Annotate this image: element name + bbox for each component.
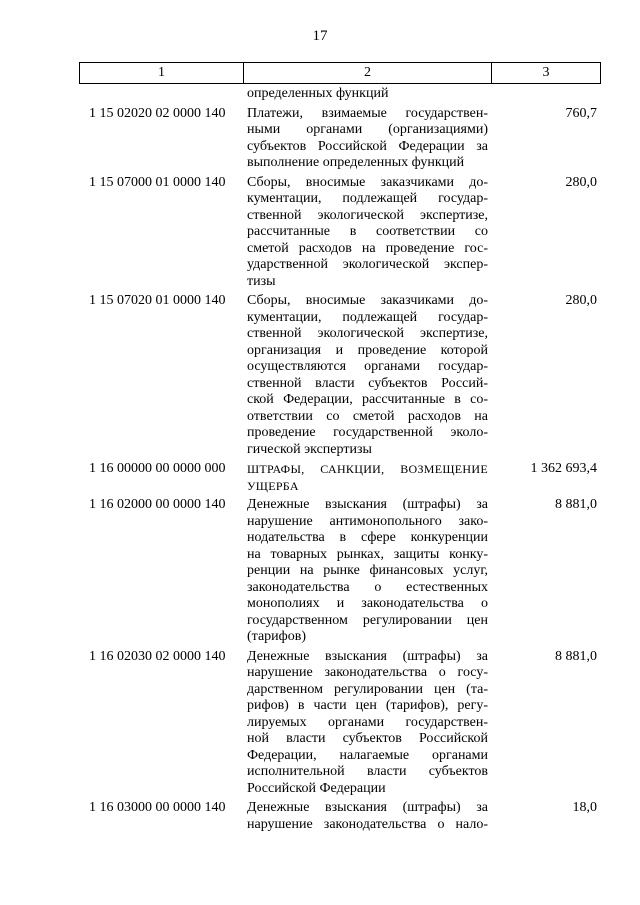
row-code: 1 16 02030 02 0000 140 bbox=[89, 648, 226, 664]
row-description bbox=[243, 461, 488, 494]
table-row bbox=[79, 175, 601, 291]
row-description bbox=[243, 497, 488, 646]
description-line: рифов) в части цен (тарифов), регу- bbox=[247, 698, 488, 713]
description-line: исполнительной власти субъектов bbox=[247, 764, 488, 779]
table-row bbox=[79, 800, 601, 833]
row-amount: 8 881,0 bbox=[555, 648, 597, 664]
description-line: нарушение законодательства о нало- bbox=[247, 816, 488, 832]
description-line: Сборы, вносимые заказчиками до- bbox=[247, 293, 488, 308]
row-description bbox=[243, 293, 488, 458]
row-code: 1 16 03000 00 0000 140 bbox=[89, 800, 226, 815]
row-amount: 18,0 bbox=[572, 800, 597, 815]
row-amount: 280,0 bbox=[565, 293, 597, 308]
description-line: нарушение антимонопольного зако- bbox=[247, 513, 488, 529]
table-row bbox=[79, 497, 601, 646]
description-line: ответствии со сметой расходов на bbox=[247, 408, 488, 424]
description-line: определенных функций bbox=[247, 86, 389, 101]
row-code: 1 16 02000 00 0000 140 bbox=[89, 497, 226, 512]
description-line: сметой расходов на проведение гос- bbox=[247, 240, 488, 256]
table-row bbox=[79, 293, 601, 458]
page-number: 17 bbox=[312, 28, 328, 44]
description-line: Денежные взыскания (штрафы) за bbox=[247, 497, 488, 512]
row-description bbox=[243, 649, 488, 798]
description-line: ШТРАФЫ, САНКЦИИ, ВОЗМЕЩЕНИЕ bbox=[247, 462, 488, 476]
description-line: кументации, подлежащей государ- bbox=[247, 309, 488, 325]
description-line: (тарифов) bbox=[247, 629, 307, 644]
description-line: рассчитанные в соответствии со bbox=[247, 224, 488, 239]
description-line: кументации, подлежащей государ- bbox=[247, 191, 488, 206]
row-description bbox=[243, 86, 488, 103]
description-line: Федерации, налагаемые органами bbox=[247, 747, 488, 763]
row-description bbox=[243, 175, 488, 291]
table-row bbox=[79, 649, 601, 798]
description-line: нарушение законодательства о госу- bbox=[247, 665, 488, 680]
description-line: монополиях и законодательства о bbox=[247, 596, 488, 611]
description-line: субъектов Российской Федерации за bbox=[247, 138, 488, 154]
table-row bbox=[79, 461, 601, 494]
description-line: осуществляются органами государ- bbox=[247, 359, 488, 374]
description-line: Платежи, взимаемые государствен- bbox=[247, 105, 488, 121]
description-line: тизы bbox=[247, 273, 276, 289]
description-line: дарственном регулировании цен (та- bbox=[247, 681, 488, 697]
description-line: ской Федерации, рассчитанные в со- bbox=[247, 392, 488, 407]
table-column-header bbox=[79, 62, 601, 84]
description-line: выполнение определенных функций bbox=[247, 155, 465, 170]
row-amount: 8 881,0 bbox=[555, 497, 597, 512]
description-line: ударственной экологической экспер- bbox=[247, 257, 488, 272]
description-line: ственной экологической экспертизе, bbox=[247, 207, 488, 223]
description-line: ной власти субъектов Российской bbox=[247, 731, 488, 746]
description-line: Сборы, вносимые заказчиками до- bbox=[247, 174, 488, 190]
column-header-description: 2 bbox=[244, 63, 492, 83]
row-code: 1 15 02020 02 0000 140 bbox=[89, 105, 226, 121]
row-amount: 1 362 693,4 bbox=[530, 461, 597, 476]
description-line: проведение государственной эколо- bbox=[247, 425, 488, 440]
description-line: законодательства о естественных bbox=[247, 579, 488, 595]
description-line: на товарных рынках, защиты конку- bbox=[247, 546, 488, 562]
table-row bbox=[79, 106, 601, 172]
description-line: ренции на рынке финансовых услуг, bbox=[247, 563, 488, 578]
description-line: УЩЕРБА bbox=[247, 478, 299, 493]
description-line: государственном регулировании цен bbox=[247, 612, 488, 628]
row-amount: 280,0 bbox=[565, 174, 597, 190]
description-line: ными органами (организациями) bbox=[247, 122, 488, 137]
budget-table-body bbox=[79, 86, 601, 836]
row-code: 1 16 00000 00 0000 000 bbox=[89, 461, 226, 476]
description-line: лируемых органами государствен- bbox=[247, 714, 488, 730]
description-line: Российской Федерации bbox=[247, 780, 386, 796]
description-line: нодательства в сфере конкуренции bbox=[247, 530, 488, 545]
column-header-amount: 3 bbox=[542, 65, 550, 80]
column-header-code: 1 bbox=[80, 63, 244, 83]
row-code: 1 15 07020 01 0000 140 bbox=[89, 293, 226, 308]
row-description bbox=[243, 106, 488, 172]
continuation-row bbox=[79, 86, 601, 103]
description-line: организация и проведение которой bbox=[247, 342, 488, 358]
description-line: ственной экологической экспертизе, bbox=[247, 326, 488, 341]
description-line: Денежные взыскания (штрафы) за bbox=[247, 648, 488, 664]
row-description bbox=[243, 800, 488, 833]
row-amount: 760,7 bbox=[565, 105, 597, 121]
description-line: гической экспертизы bbox=[247, 441, 372, 457]
description-line: ственной власти субъектов Россий- bbox=[247, 375, 488, 391]
description-line: Денежные взыскания (штрафы) за bbox=[247, 800, 488, 815]
row-code: 1 15 07000 01 0000 140 bbox=[89, 174, 226, 190]
